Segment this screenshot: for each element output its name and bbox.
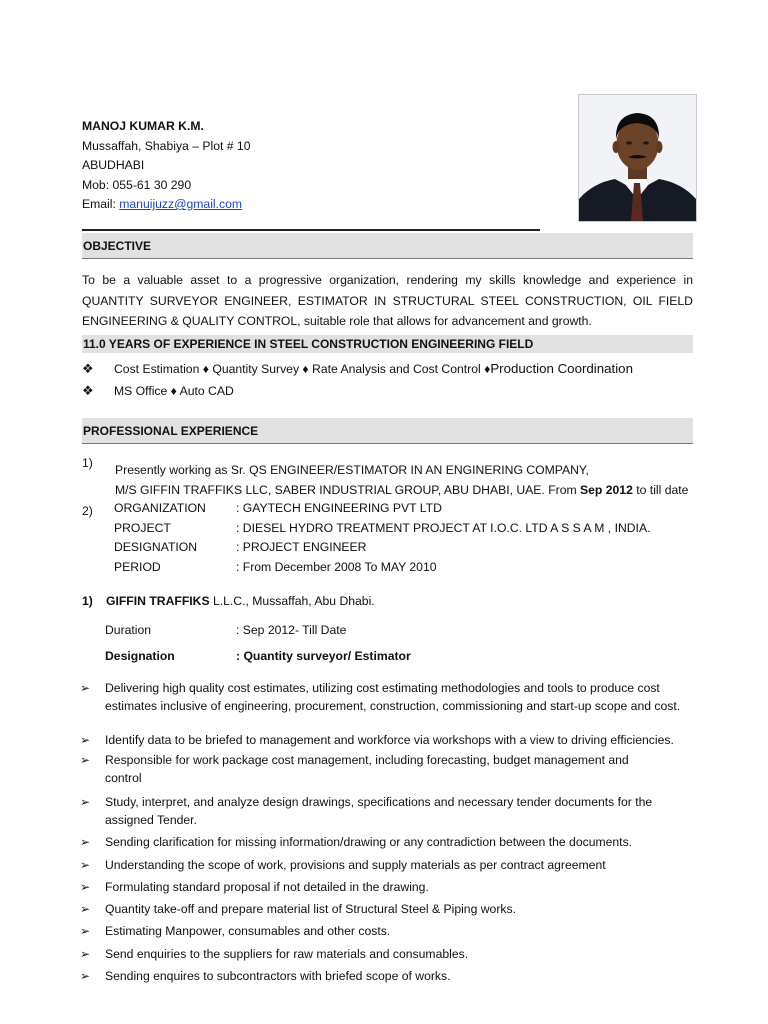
skills-line-1: Cost Estimation ♦ Quantity Survey ♦ Rate Analysis and Cost Control ♦ — [114, 362, 491, 376]
duty-item — [80, 901, 700, 919]
mobile-line: Mob: 055-61 30 290 — [82, 177, 192, 192]
current-employment — [115, 460, 688, 500]
job-1-duration — [105, 623, 346, 637]
designation-value-job: : Quantity surveyor/ Estimator — [236, 649, 411, 663]
period-value: : From December 2008 To MAY 2010 — [236, 560, 437, 574]
arrow-bullet-icon: ➢ — [80, 795, 91, 809]
duty-text: Understanding the scope of work, provisions and supply materials as per contract agreement — [105, 858, 606, 872]
arrow-bullet-icon: ➢ — [80, 880, 91, 894]
item-number-2: 2) — [82, 504, 93, 518]
duty-text: Sending clarification for missing information/drawing or any contradiction between the documents. — [105, 835, 633, 849]
email-line — [82, 195, 250, 215]
current-employment-line-1: Presently working as Sr. QS ENGINEER/ESTIMATOR IN AN ENGINERING COMPANY, — [115, 463, 589, 477]
arrow-bullet-icon: ➢ — [80, 858, 91, 872]
duty-text: Send enquiries to the suppliers for raw materials and consumables. — [105, 947, 469, 961]
city-line: ABUDHABI — [82, 158, 145, 172]
skills-bullet-2 — [82, 381, 234, 401]
address-line: Mussaffah, Shabiya – Plot # 10 — [82, 138, 251, 153]
duty-item — [80, 680, 700, 715]
experience-summary-heading: 11.0 YEARS OF EXPERIENCE IN STEEL CONSTRUCTION ENGINEERING FIELD — [82, 335, 693, 353]
org-label: ORGANIZATION — [114, 501, 206, 515]
duty-item — [80, 946, 700, 964]
current-employment-line-2 — [115, 480, 688, 500]
duty-text: Responsible for work package cost management, including forecasting, budget management and control — [105, 753, 629, 785]
arrow-bullet-icon: ➢ — [80, 753, 91, 767]
job-1-company: GIFFIN TRAFFIKS — [106, 594, 210, 608]
project-row — [114, 521, 650, 535]
objective-heading: OBJECTIVE — [82, 233, 693, 259]
diamond-bullet-icon: ❖ — [82, 383, 94, 398]
job-1-heading — [82, 594, 375, 608]
duty-item — [80, 879, 700, 897]
arrow-bullet-icon: ➢ — [80, 969, 91, 983]
duration-value: : Sep 2012- Till Date — [236, 623, 347, 637]
email-label: Email: — [82, 197, 120, 211]
current-employment-tail: to till date — [632, 483, 689, 497]
arrow-bullet-icon: ➢ — [80, 835, 91, 849]
duty-item — [80, 752, 700, 787]
skills-bullet-1 — [82, 359, 633, 379]
designation-label-job: Designation — [105, 649, 175, 663]
duty-text: Identify data to be briefed to management and workforce via workshops with a view to driving efficiencies. — [105, 733, 674, 747]
duty-item — [80, 834, 700, 852]
duty-text: Formulating standard proposal if not detailed in the drawing. — [105, 880, 429, 894]
job-1-company-rest: L.L.C., Mussaffah, Abu Dhabi. — [209, 594, 375, 608]
org-value: : GAYTECH ENGINEERING PVT LTD — [236, 501, 442, 515]
current-employment-text: M/S GIFFIN TRAFFIKS LLC, SABER INDUSTRIAL GROUP, ABU DHABI, UAE. From — [115, 483, 581, 497]
contact-block — [82, 117, 250, 215]
skills-line-2: MS Office ♦ Auto CAD — [114, 384, 234, 398]
project-label: PROJECT — [114, 521, 171, 535]
designation-label: DESIGNATION — [114, 540, 198, 554]
designation-value: : PROJECT ENGINEER — [236, 540, 367, 554]
duty-item — [80, 968, 700, 986]
org-row — [114, 501, 442, 515]
duty-text: Quantity take-off and prepare material list of Structural Steel & Piping works. — [105, 902, 516, 916]
arrow-bullet-icon: ➢ — [80, 681, 91, 695]
job-1-number: 1) — [82, 594, 93, 608]
arrow-bullet-icon: ➢ — [80, 924, 91, 938]
job-1-designation — [105, 649, 411, 663]
skills-line-1-tail: Production Coordination — [490, 361, 633, 376]
project-value: : DIESEL HYDRO TREATMENT PROJECT AT I.O.C. LTD A S S A M , INDIA. — [236, 521, 651, 535]
email-link[interactable]: manuijuzz@gmail.com — [119, 197, 243, 211]
period-row — [114, 560, 437, 574]
arrow-bullet-icon: ➢ — [80, 947, 91, 961]
item-number-1: 1) — [82, 456, 93, 470]
duty-text: Sending enquires to subcontractors with briefed scope of works. — [105, 969, 451, 983]
duty-text: Delivering high quality cost estimates, utilizing cost estimating methodologies and tools to produce cost estimates inclusive of engineering, procurement, construction, commissioning and start-up scope and cost. — [105, 681, 681, 713]
duty-item — [80, 857, 700, 875]
period-label: PERIOD — [114, 560, 161, 574]
duration-label: Duration — [105, 623, 152, 637]
designation-row — [114, 540, 366, 554]
candidate-name: MANOJ KUMAR K.M. — [82, 119, 204, 133]
objective-text: To be a valuable asset to a progressive organization, rendering my skills knowledge and experience in QUANTITY SURVEYOR ENGINEER, ESTIMATOR IN STRUCTURAL STEEL CONSTRUCTION, OIL FIELD ENGINEERING & QUALITY CONTROL, suitable role that allows for advancement and growth. — [82, 273, 693, 328]
header-divider — [82, 229, 540, 231]
duty-item — [80, 923, 700, 941]
duty-text: Estimating Manpower, consumables and other costs. — [105, 924, 391, 938]
professional-experience-heading: PROFESSIONAL EXPERIENCE — [82, 418, 693, 444]
arrow-bullet-icon: ➢ — [80, 733, 91, 747]
duty-text: Study, interpret, and analyze design drawings, specifications and necessary tender documents for the assigned Tender. — [105, 795, 653, 827]
current-employment-start: Sep 2012 — [580, 483, 633, 497]
arrow-bullet-icon: ➢ — [80, 902, 91, 916]
profile-photo — [578, 94, 697, 222]
duty-item — [80, 732, 700, 750]
diamond-bullet-icon: ❖ — [82, 361, 94, 376]
duty-item — [80, 794, 700, 829]
